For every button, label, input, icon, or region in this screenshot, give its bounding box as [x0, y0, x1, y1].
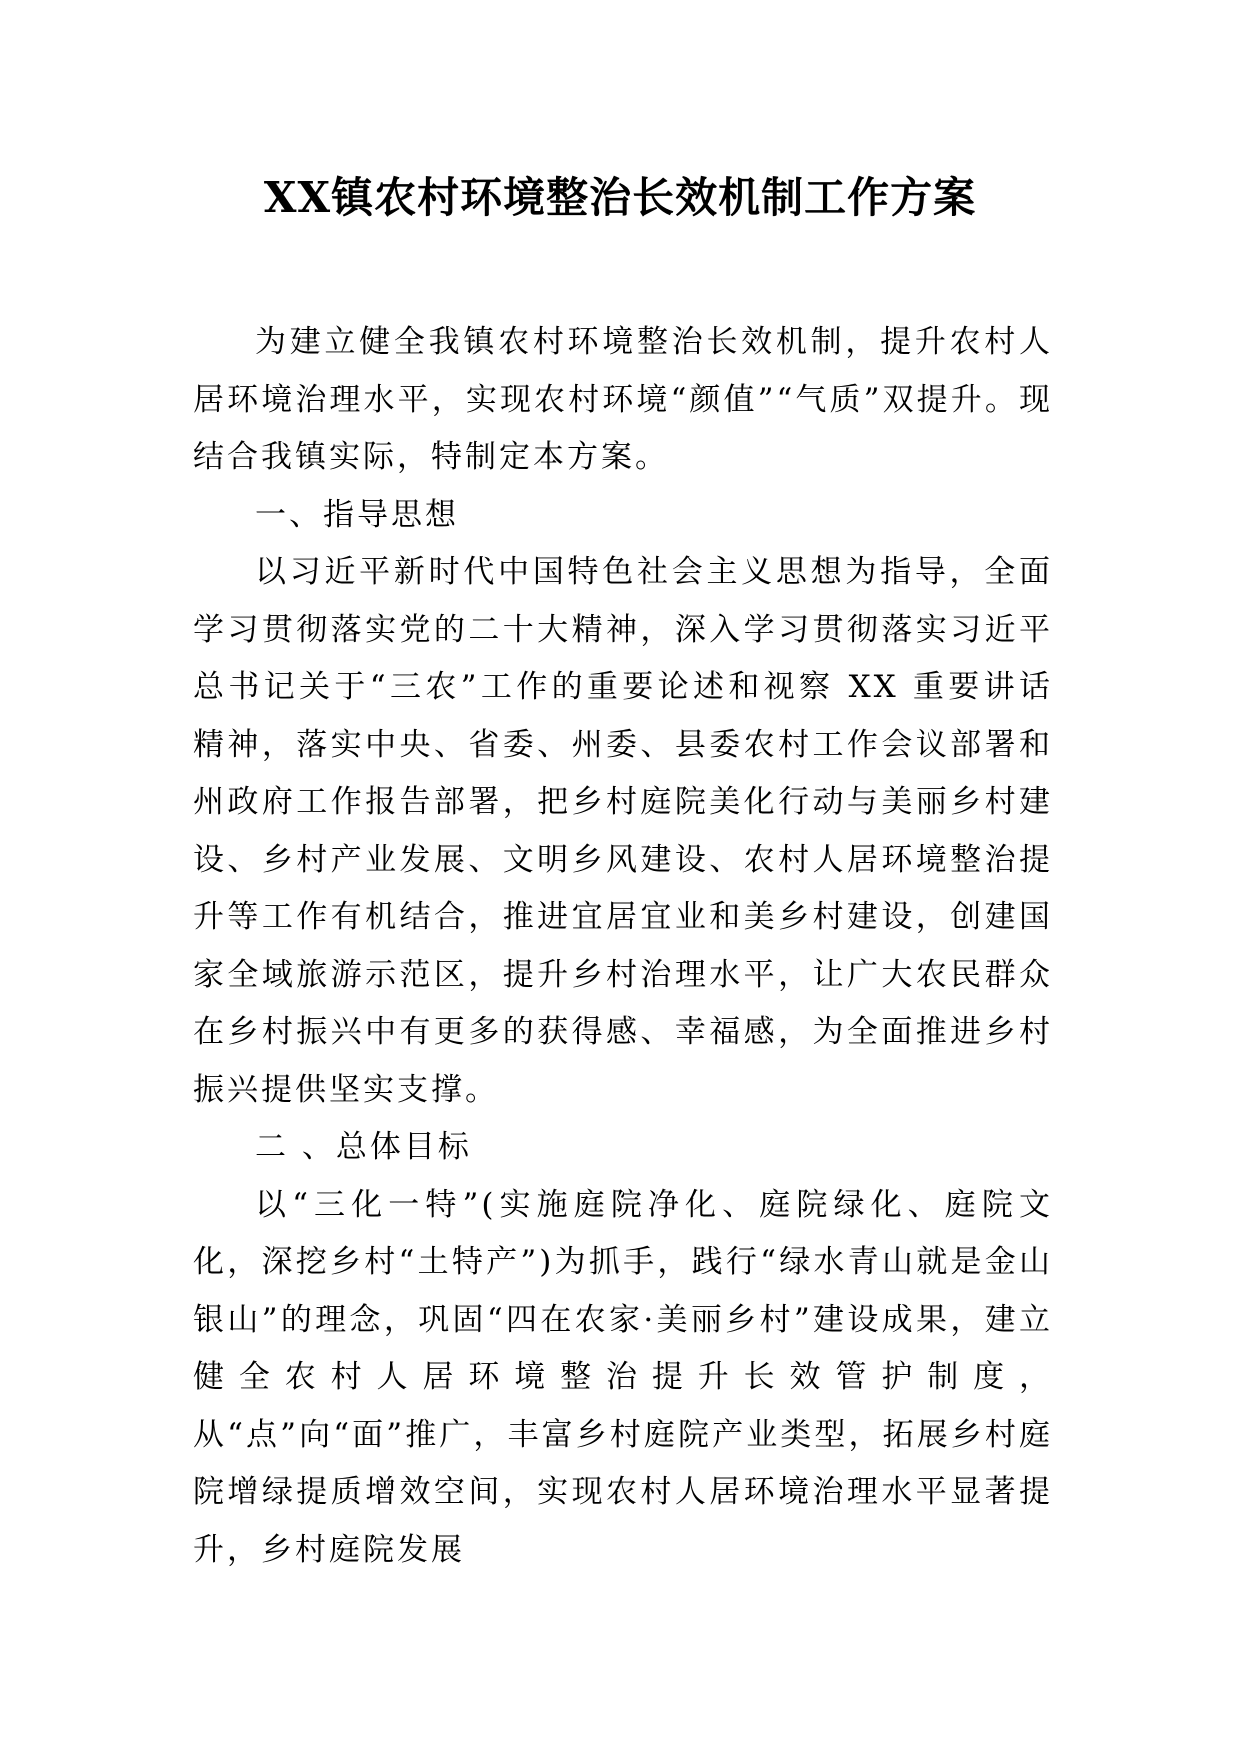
overall-goal-paragraph: 以“三化一特”(实施庭院净化、庭院绿化、庭院文化，深挖乡村“土特产”)为抓手，践行“绿水青山就是金山银山”的理念，巩固“四在农家·美丽乡村”建设成果，建立健全农村人居环境整治提升长效管护制度，从“点”向“面”推广，丰富乡村庭院产业类型，拓展乡村庭院增绿提质增效空间，实现农村人居环境治理水平显著提升，乡村庭院发展 [193, 1186, 1053, 1568]
section-heading-guiding-ideology: 一、指导思想 [255, 496, 459, 533]
section-heading-overall-goal: 二 、总体目标 [255, 1129, 472, 1165]
document-body [193, 314, 1053, 1579]
intro-paragraph: 为建立健全我镇农村环境整治长效机制，提升农村人居环境治理水平，实现农村环境“颜值”“气质”双提升。现结合我镇实际，特制定本方案。 [193, 324, 1053, 475]
document-title: XX镇农村环境整治长效机制工作方案 [263, 173, 977, 222]
guiding-ideology-paragraph: 以习近平新时代中国特色社会主义思想为指导，全面学习贯彻落实党的二十大精神，深入学习贯彻落实习近平总书记关于“三农”工作的重要论述和视察 XX 重要讲话精神，落实中央、省委、州委、县委农村工作会议部署和州政府工作报告部署，把乡村庭院美化行动与美丽乡村建设、乡村产业发展、文明乡风建设、农村人居环境整治提升等工作有机结合，推进宜居宜业和美乡村建设，创建国家全域旅游示范区，提升乡村治理水平，让广大农民群众在乡村振兴中有更多的获得感、幸福感，为全面推进乡村振兴提供坚实支撑。 [193, 554, 1053, 1108]
